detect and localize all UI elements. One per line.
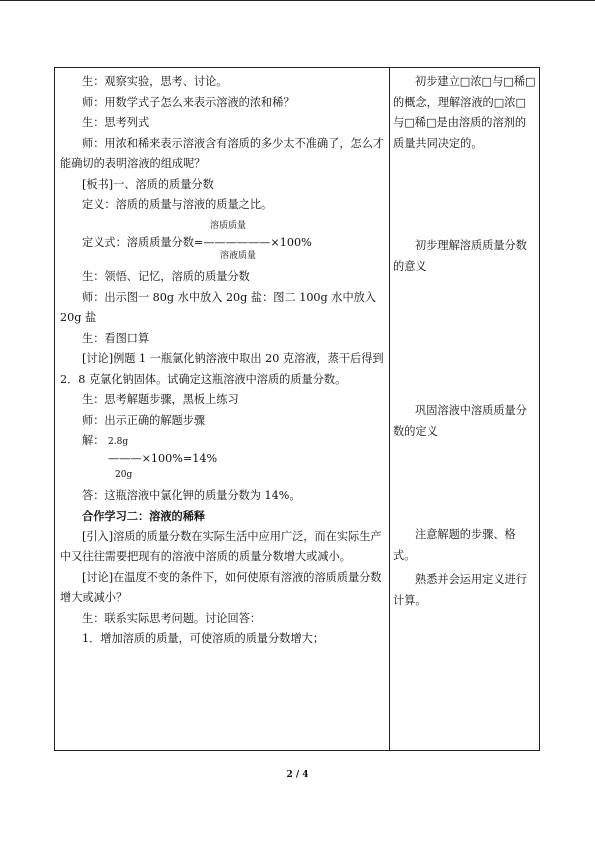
discussion-paragraph: [讨论]在温度不变的条件下，如何使原有溶液的溶质质量分数增大或减小？ [60,570,382,604]
intent-note: 熟悉并会运用定义进行计算。 [393,573,527,607]
text-line: 1．增加溶质的质量，可使溶质的质量分数增大； [82,632,325,645]
formula-line: 定义式：溶质质量分数=——————×100% [82,235,312,249]
text-line: 生：思考列式 [82,116,150,129]
formula-numerator: 溶质质量 [210,220,247,231]
text-line: 生：领悟、记忆，溶质的质量分数 [82,270,250,283]
text-line: 生：观察实验，思考、讨论。 [82,75,228,88]
intent-note: 巩固溶液中溶质质量分数的定义 [393,404,527,438]
calc-denominator: 20g [115,469,133,480]
calc-line: ———×100%=14% [108,451,218,465]
answer-line: 答：这瓶溶液中氯化钾的质量分数为 14%。 [82,488,301,502]
section-heading: 合作学习二：溶液的稀释 [82,509,206,523]
text-line: 师：出示图一 80g 水中放入 20g 盐：图二 100g 水中放入 20g 盐 [60,290,377,324]
intent-note: 注意解题的步骤、格式。 [393,528,516,562]
board-heading: [板书]一、溶质的质量分数 [82,177,214,191]
text-line: 师：用浓和稀来表示溶液含有溶质的多少太不准确了，怎么才能确切的表明溶液的组成呢？ [60,136,385,170]
intro-paragraph: [引入]溶质的质量分数在实际生活中应用广泛，而在实际生产中又往往需要把现有的溶液中溶质的质量分数增大或减小。 [60,529,382,563]
teaching-process-column [60,72,386,650]
example-discussion: [讨论]例题 1 一瓶氯化钠溶液中取出 20 克溶液，蒸干后得到 2．8 克氯化钠固体。试确定这瓶溶液中溶质的质量分数。 [60,352,384,386]
formula-denominator: 溶液质量 [220,251,257,261]
definition-line: 定义：溶质的质量与溶液的质量之比。 [82,198,273,211]
column-divider [389,67,390,751]
text-line: 生：联系实际思考问题。讨论回答： [82,611,262,625]
page-number: 2 / 4 [286,770,309,780]
text-line: 师：用数学式子怎么来表示溶液的浓和稀？ [82,95,295,109]
intent-note: 初步理解溶质质量分数的意义 [393,239,527,273]
intent-note: 初步建立□浓□与□稀□的概念，理解溶液的□浓□与□稀□是由溶质的溶剂的质量共同决定的。 [393,75,536,150]
text-line: 生：思考解题步骤，黑板上练习 [82,393,239,406]
text-line: 师：出示正确的解题步骤 [82,413,206,427]
text-line: 生：看图口算 [82,331,150,345]
calc-numerator: 2.8g [108,436,129,447]
page-top-rule [0,0,595,1]
design-intent-column [393,72,536,611]
solution-label: 解： [82,434,105,447]
